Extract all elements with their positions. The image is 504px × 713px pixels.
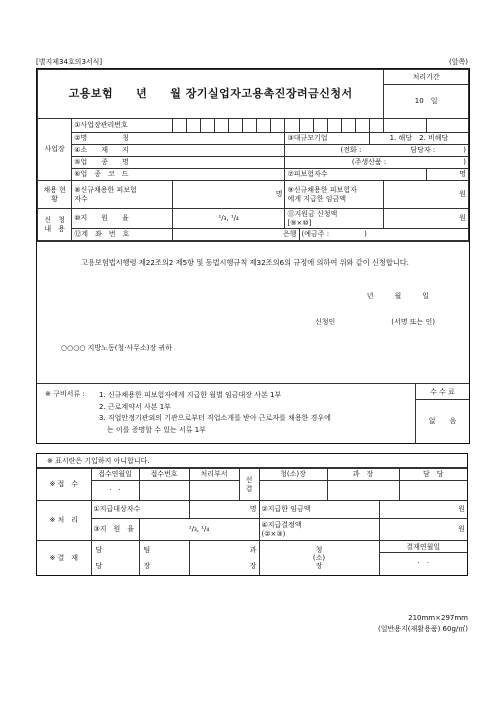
reg-no-box-1[interactable] (172, 119, 186, 133)
reg-no-box-6[interactable] (243, 119, 257, 133)
statement-block (37, 241, 469, 383)
new-hire-count-unit[interactable]: 명 (172, 181, 285, 209)
page-side: (앞쪽) (449, 58, 468, 66)
support-rate-value[interactable]: ¹/₃, ¹/₄ (172, 209, 285, 229)
statement-text: 고용보험법시행령 제22조의2 제5항 및 동법시행규칙 제32조의6의 규정에 의하여 위와 같이 신청합니다. (81, 258, 409, 267)
receipt-label: ※ 접 수 (37, 469, 91, 501)
large-company-label: ③대규모기업 (285, 133, 369, 145)
doc-item-1: 1. 신규채용한 피보험자에게 지급한 월별 임금대장 사본 1부 (99, 391, 282, 399)
office-rate-label: ③지 원 율 (91, 519, 139, 541)
dept-header: 처리부서 (189, 469, 239, 481)
chief-sign[interactable] (259, 481, 327, 501)
approve-staff-label: 담 당 (91, 541, 139, 575)
addressee: ○○○○ 지방노동(청·사무소)장 귀하 (61, 344, 172, 352)
new-hire-wage-label: ⑨신규채용한 피보험자 에게 지급한 임금액 (285, 181, 384, 209)
doc-item-3: 3. 직업안정기관외의 기관으로부터 직업소개를 받아 근로자를 채용한 경우에 (99, 414, 331, 422)
form-title: 고용보험 년 월 장기실업자고용촉진장려금신청서 (38, 70, 384, 119)
fee-label: 수 수 료 (416, 384, 469, 400)
main-product-field[interactable]: (주생산품 : ) (285, 157, 469, 169)
decision-label: 선 결 (239, 469, 259, 501)
required-documents (37, 383, 469, 443)
paid-wage-label: ②지급한 임금액 (259, 501, 379, 519)
insured-count-unit[interactable]: 명 (426, 169, 468, 181)
paid-wage-unit[interactable]: 원 (379, 501, 467, 519)
processing-value: 10 일 (384, 85, 469, 119)
receipt-date-header: 접수연월일 (91, 469, 139, 481)
processing-label: 처리기간 (384, 70, 469, 85)
section-chief-sign[interactable] (327, 481, 399, 501)
paper-size: 210mm×297mm (408, 614, 468, 622)
bank-field[interactable]: 은행 (172, 229, 299, 241)
industry-field[interactable]: ⑤업 종 명 (72, 157, 285, 169)
reg-no-box-11[interactable] (313, 119, 327, 133)
reg-no-box-10[interactable] (299, 119, 313, 133)
process-label: ※ 처 리 (37, 501, 91, 541)
industry-code-field[interactable]: ⑥업 종 코 드 (72, 169, 285, 181)
dept-value[interactable] (189, 481, 239, 501)
approve-team-label: 팀 장 (139, 541, 189, 575)
applicant-signature[interactable]: 신청인 (서명 또는 인) (314, 318, 435, 326)
final-amount-unit[interactable]: 원 (379, 519, 467, 541)
hire-group-label: 채용 현황 (38, 181, 72, 209)
approve-date-header: 결재연월일 (380, 541, 468, 553)
receipt-no-value[interactable] (139, 481, 189, 501)
fee-value: 없 음 (428, 417, 457, 425)
form-number: [별지제34호의3서식] (36, 58, 103, 66)
date-line[interactable]: 년 월 일 (366, 292, 429, 300)
staff-header: 담 당 (399, 469, 467, 481)
target-count-unit[interactable]: 명 (189, 501, 259, 519)
approve-label: ※ 결 재 (37, 541, 91, 575)
new-hire-count-label: ⑧신규채용한 피보험 자수 (72, 181, 173, 209)
business-reg-no-label: ①사업장관리번호 (72, 119, 173, 133)
doc-item-2: 2. 근로계약서 사본 1부 (99, 402, 171, 411)
office-use-note: ※ 표시란은 기입하지 아니합니다. (37, 454, 467, 468)
reg-no-box-17[interactable] (426, 119, 468, 133)
reg-no-box-14[interactable] (355, 119, 369, 133)
approve-date-value[interactable]: · · (417, 559, 429, 567)
insured-count-label: ⑦피보험자수 (285, 169, 426, 181)
receipt-no-header: 접수번호 (139, 469, 189, 481)
support-rate-label: ⑩지 원 율 (72, 209, 173, 229)
apply-group-label: 신 청 내 용 (38, 209, 72, 241)
staff-sign[interactable] (399, 481, 467, 501)
business-group-label: 사업장 (38, 119, 72, 181)
reg-no-box-15[interactable] (369, 119, 383, 133)
reg-no-box-16[interactable] (384, 119, 426, 133)
receipt-date-value[interactable]: · · (91, 481, 139, 501)
address-field[interactable]: ④소 재 지 (72, 145, 285, 157)
new-hire-wage-unit[interactable]: 원 (384, 181, 469, 209)
reg-no-box-8[interactable] (271, 119, 285, 133)
reg-no-box-5[interactable] (229, 119, 243, 133)
business-name-field[interactable]: ②명 칭 (72, 133, 285, 145)
account-holder-field[interactable]: (예금주 : ) (299, 229, 468, 241)
approve-chief-label: 청 (소) 장 (259, 541, 379, 575)
docs-label: ※ 구비서류 : (45, 390, 85, 398)
application-form (36, 68, 470, 444)
paper-type: (일반용지(재활용품) 60g/㎡) (378, 625, 468, 633)
reg-no-box-12[interactable] (327, 119, 341, 133)
target-count-label: ①지급대상자수 (91, 501, 189, 519)
approve-section-label: 과 장 (189, 541, 259, 575)
reg-no-box-9[interactable] (285, 119, 299, 133)
large-company-options[interactable]: 1. 해당 2. 비해당 (369, 133, 468, 145)
reg-no-box-2[interactable] (186, 119, 200, 133)
reg-no-box-13[interactable] (341, 119, 355, 133)
reg-no-box-4[interactable] (215, 119, 229, 133)
doc-item-4: 는 이를 증명할 수 있는 서류 1부 (107, 425, 206, 434)
support-amount-unit[interactable]: 원 (384, 209, 469, 229)
office-rate-value[interactable]: ¹/₃, ¹/₄ (139, 519, 259, 541)
reg-no-box-3[interactable] (201, 119, 215, 133)
phone-field[interactable]: (전화 : 담당자 : ) (285, 145, 469, 157)
account-no-label: ⑫계 좌 번 호 (72, 229, 173, 241)
office-use-section (36, 453, 468, 576)
chief-header: 청(소)장 (259, 469, 327, 481)
support-amount-label: ⑪지원금 신청액 [⑨×⑩] (285, 209, 384, 229)
reg-no-box-7[interactable] (257, 119, 271, 133)
section-chief-header: 과 장 (327, 469, 399, 481)
final-amount-label: ④지급결정액 (②×③) (259, 519, 379, 541)
